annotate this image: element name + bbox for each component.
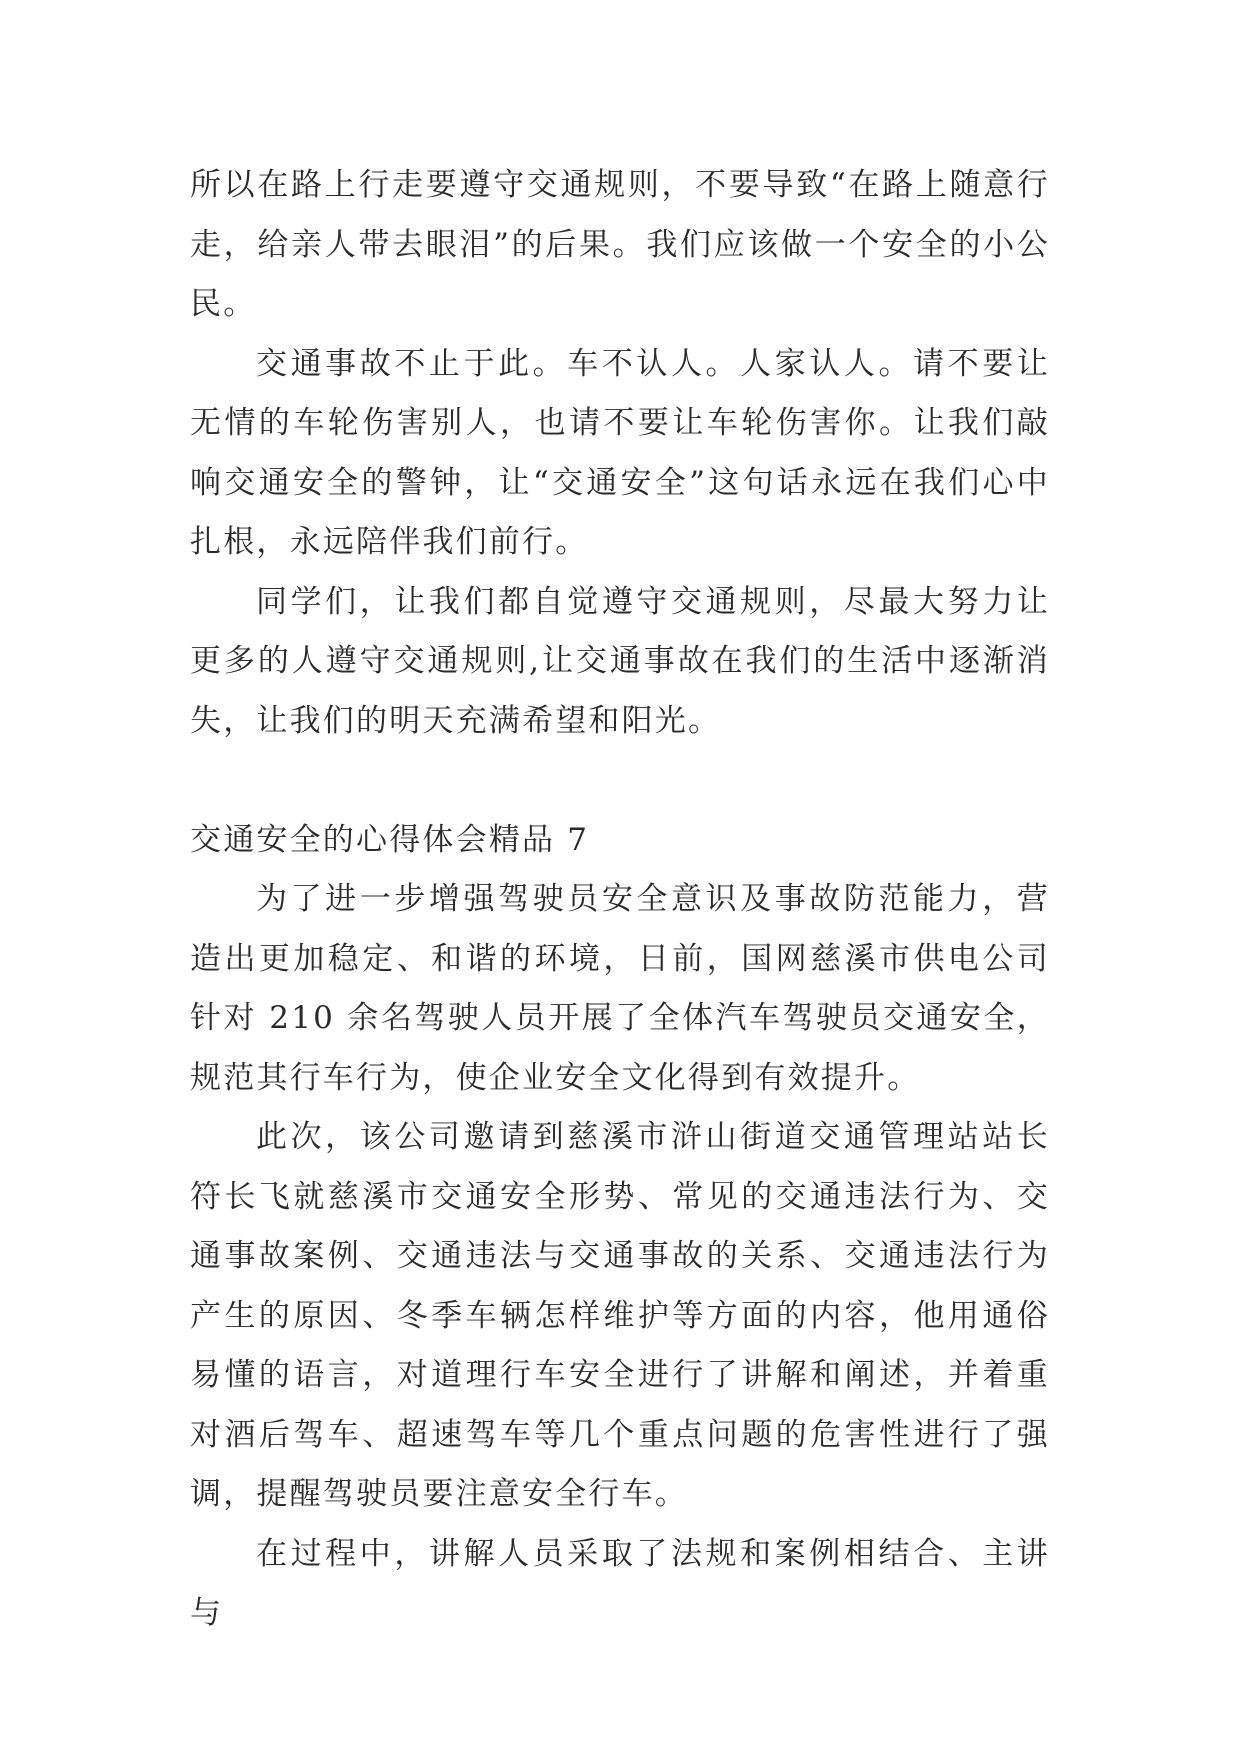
paragraph: 此次，该公司邀请到慈溪市浒山街道交通管理站站长符长飞就慈溪市交通安全形势、常见的交通违法行为、交通事故案例、交通违法与交通事故的关系、交通违法行为产生的原因、冬季车辆怎样维护等方面的内容，他用通俗易懂的语言，对道理行车安全进行了讲解和阐述，并着重对酒后驾车、超速驾车等几个重点问题的危害性进行了强调，提醒驾驶员要注意安全行车。 [190, 1119, 1050, 1512]
paragraph: 为了进一步增强驾驶员安全意识及事故防范能力，营造出更加稳定、和谐的环境，日前，国网慈溪市供电公司针对 210 余名驾驶人员开展了全体汽车驾驶员交通安全，规范其行车行为，使企业安全文化得到有效提升。 [190, 881, 1050, 1096]
paragraph: 交通事故不止于此。车不认人。人家认人。请不要让无情的车轮伤害别人，也请不要让车轮伤害你。让我们敲响交通安全的警钟，让“交通安全”这句话永远在我们心中扎根，永远陪伴我们前行。 [190, 345, 1050, 560]
paragraph-continued: 所以在路上行走要遵守交通规则，不要导致“在路上随意行走，给亲人带去眼泪”的后果。我们应该做一个安全的小公民。 [190, 167, 1050, 322]
paragraph-truncated: 在过程中，讲解人员采取了法规和案例相结合、主讲与 [190, 1535, 1050, 1631]
section-heading: 交通安全的心得体会精品 7 [190, 821, 590, 858]
document-body [190, 156, 1050, 1644]
paragraph: 同学们，让我们都自觉遵守交通规则，尽最大努力让更多的人遵守交通规则,让交通事故在我们的生活中逐渐消失，让我们的明天充满希望和阳光。 [190, 583, 1050, 739]
